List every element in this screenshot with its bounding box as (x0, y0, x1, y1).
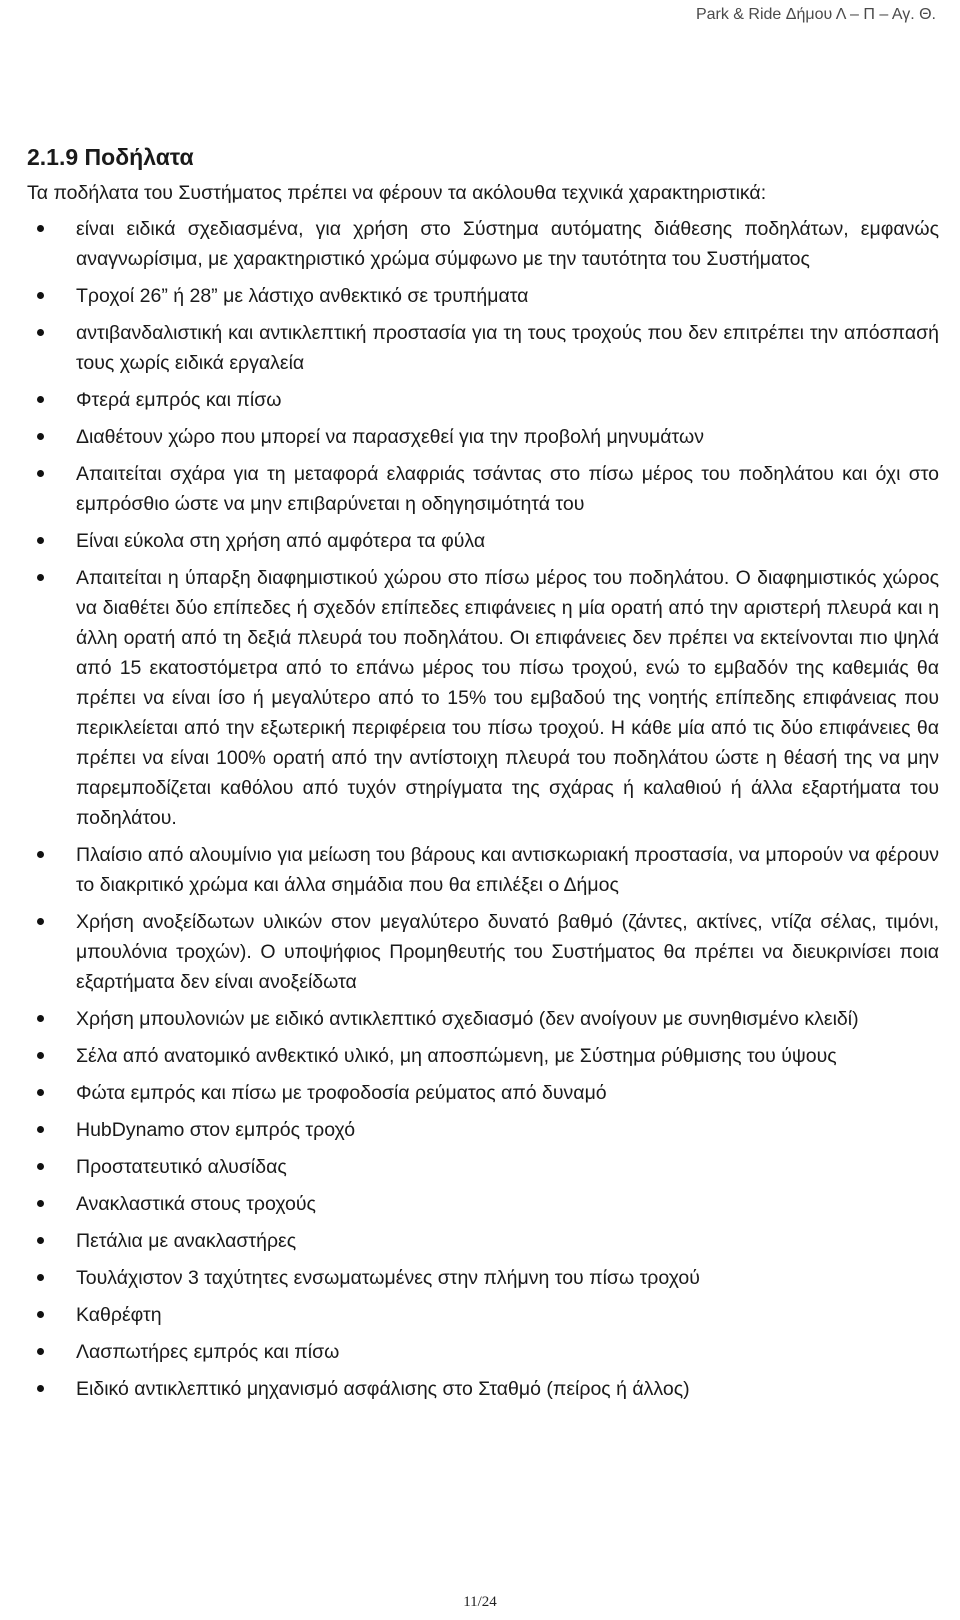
list-item-text: αντιβανδαλιστική και αντικλεπτική προστασία για τη τους τροχούς που δεν επιτρέπει την απόσπασή τους χωρίς ειδικά εργαλεία (76, 322, 939, 374)
list-item (27, 1041, 939, 1071)
list-item (27, 1337, 939, 1367)
bullet-dot-icon (37, 1237, 44, 1244)
bullet-dot-icon (37, 292, 44, 299)
list-item (27, 1115, 939, 1145)
list-item-text: Φώτα εμπρός και πίσω με τροφοδοσία ρεύματος από δυναμό (76, 1082, 607, 1104)
list-item-text: Απαιτείται σχάρα για τη μεταφορά ελαφριάς τσάντας στο πίσω μέρος του ποδηλάτου και όχι στο εμπρόσθιο ώστε να μην επιβαρύνεται η οδηγησιμότητά του (76, 463, 939, 515)
bullet-dot-icon (37, 329, 44, 336)
bullet-dot-icon (37, 1385, 44, 1392)
list-item (27, 459, 939, 519)
bullet-dot-icon (37, 537, 44, 544)
list-item (27, 422, 939, 452)
bullet-dot-icon (37, 433, 44, 440)
bullet-dot-icon (37, 918, 44, 925)
bullet-dot-icon (37, 574, 44, 581)
list-item (27, 214, 939, 274)
list-item-text: Λασπωτήρες εμπρός και πίσω (76, 1341, 340, 1363)
list-item (27, 1078, 939, 1108)
bullet-dot-icon (37, 470, 44, 477)
running-header: Park & Ride Δήμου Λ – Π – Αγ. Θ. (695, 6, 936, 23)
bullet-dot-icon (37, 396, 44, 403)
section-intro: Τα ποδήλατα του Συστήματος πρέπει να φέρουν τα ακόλουθα τεχνικά χαρακτηριστικά: (27, 182, 767, 204)
bullet-dot-icon (37, 1348, 44, 1355)
list-item-text: Ειδικό αντικλεπτικό μηχανισμό ασφάλισης στο Σταθμό (πείρος ή άλλος) (76, 1378, 690, 1400)
list-item (27, 1189, 939, 1219)
list-item-text: Είναι εύκολα στη χρήση από αμφότερα τα φύλα (76, 530, 486, 552)
bullet-dot-icon (37, 1089, 44, 1096)
list-item-text: Τουλάχιστον 3 ταχύτητες ενσωματωμένες στην πλήμνη του πίσω τροχού (76, 1267, 700, 1289)
list-item-text: Απαιτείται η ύπαρξη διαφημιστικού χώρου στο πίσω μέρος του ποδηλάτου. Ο διαφημιστικός χώρος να διαθέτει δύο επίπεδες ή σχεδόν επίπεδες επιφάνειες η μία ορατή από την αριστερή πλευρά και η άλλη ορατή από τη δεξιά πλευρά του ποδηλάτου. Οι επιφάνειες δεν πρέπει να εκτείνονται πιο ψηλά από 15 εκατοστόμετρα από το επάνω μέρος του πίσω τροχού, ενώ το εμβαδόν της καθεμιάς θα πρέπει να είναι ίσο ή μεγαλύτερο από το 15% του εμβαδού της νοητής επίπεδης επιφάνειας που περικλείεται από την εξωτερική περιφέρεια του πίσω τροχού. Η κάθε μία από τις δύο επιφάνειες θα πρέπει να είναι 100% ορατή από την αντίστοιχη πλευρά του ποδηλάτου ώστε η θέασή της να μην παρεμποδίζεται καθόλου από τυχόν στηρίγματα της σχάρας ή καλαθιού ή άλλα εξαρτήματα του ποδηλάτου. (76, 567, 939, 829)
bullet-dot-icon (37, 1163, 44, 1170)
bullet-dot-icon (37, 1311, 44, 1318)
list-item (27, 1263, 939, 1293)
list-item (27, 318, 939, 378)
list-item-text: Χρήση ανοξείδωτων υλικών στον μεγαλύτερο δυνατό βαθμό (ζάντες, ακτίνες, ντίζα σέλας, τιμόνι, μπουλόνια τροχών). Ο υποψήφιος Προμηθευτής του Συστήματος θα πρέπει να διευκρινίσει ποια εξαρτήματα δεν είναι ανοξείδωτα (76, 911, 939, 993)
list-item-text: Πετάλια με ανακλαστήρες (76, 1230, 297, 1252)
list-item-text: Χρήση μπουλονιών με ειδικό αντικλεπτικό σχεδιασμό (δεν ανοίγουν με συνηθισμένο κλειδί) (76, 1008, 859, 1030)
list-item (27, 1300, 939, 1330)
bullet-list (27, 214, 939, 1404)
bullet-dot-icon (37, 1126, 44, 1133)
section-heading: 2.1.9 Ποδήλατα (27, 144, 194, 170)
list-item (27, 1374, 939, 1404)
list-item (27, 1226, 939, 1256)
page-number: 11/24 (463, 1594, 497, 1610)
list-item-text: είναι ειδικά σχεδιασμένα, για χρήση στο Σύστημα αυτόματης διάθεσης ποδηλάτων, εμφανώς αναγνωρίσιμα, με χαρακτηριστικό χρώμα σύμφωνο με την ταυτότητα του Συστήματος (76, 218, 939, 270)
bullet-dot-icon (37, 1015, 44, 1022)
list-item-text: Τροχοί 26” ή 28” με λάστιχο ανθεκτικό σε τρυπήματα (76, 285, 529, 307)
list-item (27, 385, 939, 415)
bullet-dot-icon (37, 1200, 44, 1207)
list-item-text: Πλαίσιο από αλουμίνιο για μείωση του βάρους και αντισκωριακή προστασία, να μπορούν να φέρουν το διακριτικό χρώμα και άλλα σημάδια που θα επιλέξει ο Δήμος (76, 844, 939, 896)
list-item-text: Προστατευτικό αλυσίδας (76, 1156, 287, 1178)
list-item (27, 563, 939, 833)
list-item (27, 1004, 939, 1034)
list-item (27, 907, 939, 997)
bullet-dot-icon (37, 1274, 44, 1281)
list-item (27, 281, 939, 311)
list-item-text: Σέλα από ανατομικό ανθεκτικό υλικό, μη αποσπώμενη, με Σύστημα ρύθμισης του ύψους (76, 1045, 837, 1067)
document-body (27, 140, 939, 1411)
list-item (27, 526, 939, 556)
bullet-dot-icon (37, 225, 44, 232)
list-item-text: Φτερά εμπρός και πίσω (76, 389, 282, 411)
list-item (27, 840, 939, 900)
list-item-text: Διαθέτουν χώρο που μπορεί να παρασχεθεί για την προβολή μηνυμάτων (76, 426, 704, 448)
bullet-dot-icon (37, 1052, 44, 1059)
bullet-dot-icon (37, 851, 44, 858)
list-item (27, 1152, 939, 1182)
list-item-text: Ανακλαστικά στους τροχούς (76, 1193, 316, 1215)
list-item-text: Καθρέφτη (76, 1304, 162, 1326)
list-item-text: HubDynamo στον εμπρός τροχό (76, 1119, 356, 1141)
